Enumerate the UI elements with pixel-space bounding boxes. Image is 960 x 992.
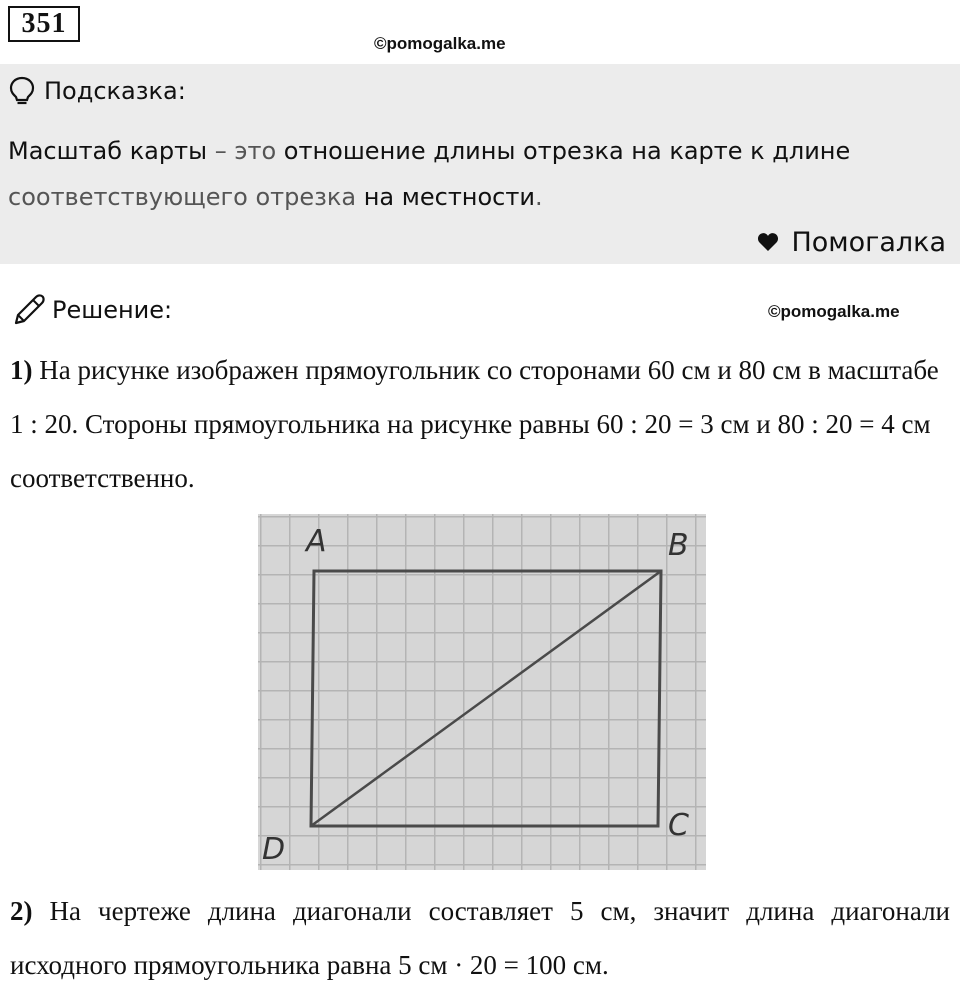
hint-title: Подсказка: (44, 77, 186, 105)
heart-icon (757, 232, 779, 252)
rectangle-figure (258, 514, 706, 870)
diagonal-line (311, 571, 661, 826)
vertex-label-c: C (668, 808, 689, 843)
vertex-label-d: D (262, 832, 286, 867)
rectangle-drawing (258, 514, 706, 870)
credit-label: Помогалка (791, 226, 946, 258)
solution-title: Решение: (52, 296, 173, 324)
watermark-solution: ©pomogalka.me (768, 302, 900, 321)
hint-definition-end: на местности (363, 183, 535, 211)
task-number: 351 (8, 6, 80, 42)
hint-definition: отношение длины отрезка на карте к длине (283, 137, 851, 165)
vertex-label-b: B (668, 528, 689, 563)
hint-term: Масштаб карты (8, 137, 208, 165)
solution-step-2 (10, 884, 950, 992)
solution-step-1 (10, 343, 950, 505)
step-1-number: 1) (10, 355, 33, 385)
pencil-icon (12, 293, 46, 327)
hint-period: . (534, 183, 543, 211)
hint-heading (8, 74, 186, 108)
step-2-text: На чертеже длина диагонали составляет 5 см, значит длина диагонали исходного прямоугольника равна 5 см · 20 = 100 см. (10, 896, 950, 980)
solution-heading (12, 290, 172, 330)
vertex-label-a: A (306, 524, 327, 559)
lightbulb-icon (8, 75, 36, 107)
hint-text (8, 128, 948, 220)
step-2-number: 2) (10, 896, 33, 926)
watermark: ©pomogalka.me (374, 34, 506, 53)
hint-connector: – это (207, 137, 284, 165)
hint-credit (757, 222, 946, 262)
step-1-text: На рисунке изображен прямоугольник со сторонами 60 см и 80 см в масштабе 1 : 20. Стороны прямоугольника на рисунке равны 60 : 20 = 3 см и 80 : 20 = 4 см соответственно. (10, 355, 939, 493)
hint-definition-cont: соответствующего отрезка (8, 183, 364, 211)
